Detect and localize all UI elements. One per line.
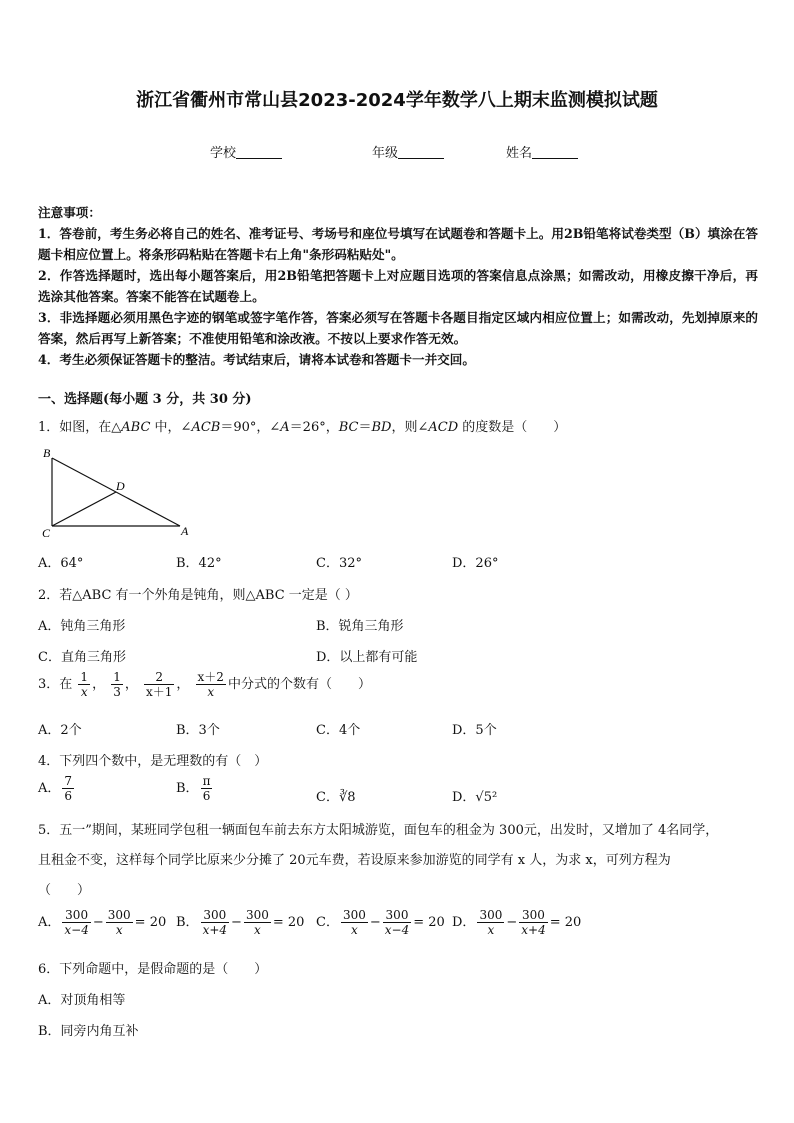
fraction: $\frac{2}{x+1}$ — [145, 670, 173, 699]
fraction: $\frac{1}{x}$ — [80, 670, 89, 699]
q6-stem: 6．下列命题中，是假命题的是（ ） — [38, 962, 268, 977]
fraction: $\frac{x+2}{x}$ — [197, 670, 224, 699]
q2-option-d: D．以上都有可能 — [316, 650, 418, 665]
q5-option-d: D． $\frac{300}{x}$ − $\frac{300}{x+4}$ = 20 — [452, 908, 582, 937]
note-item: 1．答卷前，考生务必将自己的姓名、准考证号、考场号和座位号填写在试题卷和答题卡上。用2B铅笔将试卷类型（B）填涂在答题卡相应位置上。将条形码粘贴在答题卡右上角"条形码粘贴处"。 — [38, 226, 758, 262]
name-field: 姓名 — [506, 142, 578, 161]
section-heading: 一、选择题(每小题 3 分，共 30 分) — [38, 392, 252, 407]
notes-section — [38, 202, 758, 370]
school-field: 学校 — [210, 142, 282, 161]
label-a: A — [181, 524, 189, 538]
q1-stem: 1．如图，在△ABC 中，∠ACB＝90°，∠A＝26°，BC＝BD，则∠ACD 的度数是（ ） — [38, 420, 567, 435]
triangle-figure — [38, 444, 198, 544]
q1-option-d: D．26° — [452, 556, 499, 571]
segment-cd — [52, 492, 116, 526]
q2-option-c: C．直角三角形 — [38, 650, 126, 665]
q4-option-a: A． $\frac{7}{6}$ — [38, 774, 73, 803]
label-b: B — [43, 446, 51, 460]
q1-option-a: A．64° — [38, 556, 84, 571]
q6-option-b: B．同旁内角互补 — [38, 1024, 139, 1039]
q3-option-a: A．2个 — [38, 723, 82, 738]
q2-stem: 2．若△ABC 有一个外角是钝角，则△ABC 一定是（ ） — [38, 588, 358, 603]
q3-option-c: C．4个 — [316, 723, 361, 738]
q3-stem: 3．在 $\frac{1}{x}$ ， $\frac{1}{3}$ ， $\frac{2}{x+1}$ ， $\frac{x+2}{x}$ 中分式的个数有（ ） — [38, 670, 371, 699]
q4-option-b: B． $\frac{\pi}{6}$ — [176, 774, 211, 803]
q2-option-a: A．钝角三角形 — [38, 619, 126, 634]
q5-option-c: C． $\frac{300}{x}$ − $\frac{300}{x-4}$ = 20 — [316, 908, 445, 937]
q3-option-d: D．5个 — [452, 723, 497, 738]
q6-option-a: A．对顶角相等 — [38, 993, 126, 1008]
notes-heading: 注意事项： — [38, 205, 101, 220]
q4-option-d: D．√5² — [452, 790, 498, 805]
grade-field: 年级 — [372, 142, 444, 161]
q5-option-b: B． $\frac{300}{x+4}$ − $\frac{300}{x}$ = 20 — [176, 908, 305, 937]
q4-stem: 4．下列四个数中，是无理数的有（ ） — [38, 754, 268, 769]
q5-stem: 5．五一”期间，某班同学包租一辆面包车前去东方太阳城游览，面包车的租金为 300元，出发时，又增加了 4名同学， 且租金不变，这样每个同学比原来少分摊了 20元车费，若设原来参加游览的同学有 x 人，为求 x，可列方程为 （ ） — [38, 823, 719, 898]
q5-option-a: A． $\frac{300}{x-4}$ − $\frac{300}{x}$ = 20 — [38, 908, 167, 937]
q2-option-b: B．锐角三角形 — [316, 619, 404, 634]
q1-option-c: C．32° — [316, 556, 362, 571]
q4-option-c: C．∛8 — [316, 790, 356, 805]
note-item: 2．作答选择题时，选出每小题答案后，用2B铅笔把答题卡上对应题目选项的答案信息点涂黑；如需改动，用橡皮擦干净后，再选涂其他答案。答案不能答在试题卷上。 — [38, 268, 758, 304]
note-item: 3．非选择题必须用黑色字迹的钢笔或签字笔作答，答案必须写在答题卡各题目指定区域内相应位置上；如需改动，先划掉原来的答案，然后再写上新答案；不准使用铅笔和涂改液。不按以上要求作答无效。 — [38, 310, 758, 346]
label-c: C — [42, 526, 51, 540]
q3-option-b: B．3个 — [176, 723, 220, 738]
fraction: $\frac{1}{3}$ — [113, 670, 121, 699]
q1-option-b: B．42° — [176, 556, 222, 571]
exam-title: 浙江省衢州市常山县2023-2024学年数学八上期末监测模拟试题 — [136, 90, 658, 111]
note-item: 4．考生必须保证答题卡的整洁。考试结束后，请将本试卷和答题卡一并交回。 — [38, 352, 475, 367]
label-d: D — [116, 479, 125, 493]
